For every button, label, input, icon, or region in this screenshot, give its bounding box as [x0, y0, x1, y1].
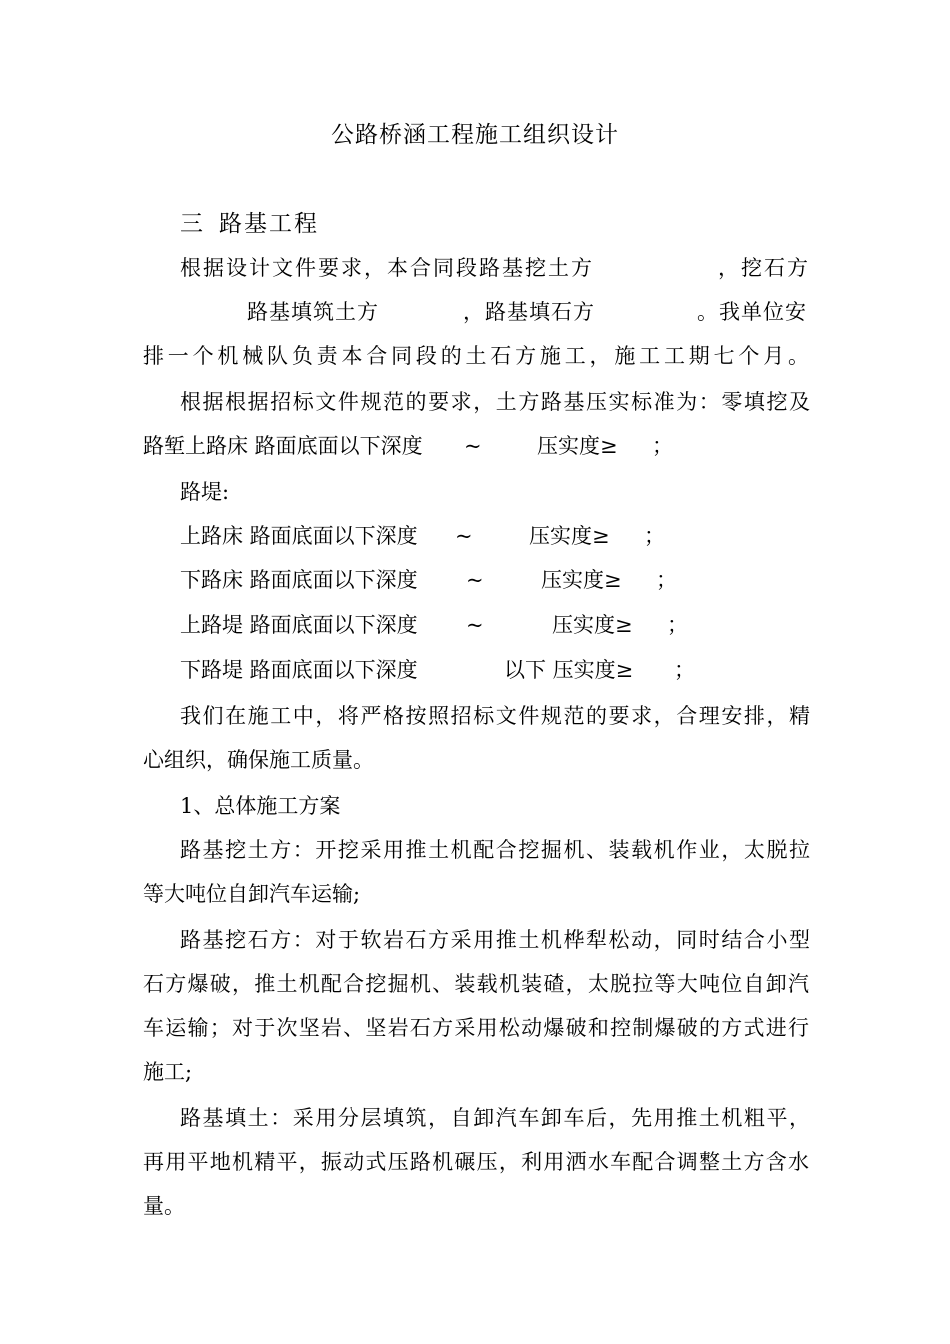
embankment-row-range: ~ — [466, 568, 484, 592]
p2-line2-comp: 压实度≥ — [537, 434, 618, 458]
p1-text-b: ，挖石方 — [718, 256, 810, 280]
p5-line3: 车运输；对于次坚岩、坚岩石方采用松动爆破和控制爆破的方式进行 — [143, 1016, 809, 1040]
embankment-row-range: ~ — [466, 613, 484, 637]
embankment-row-comp: 压实度≥ — [541, 568, 622, 592]
p5-line4: 施工; — [143, 1060, 193, 1084]
p1-text-c: 路基填筑土方 — [247, 300, 379, 324]
p5-line1: 路基挖石方：对于软岩石方采用推土机桦犁松动，同时结合小型 — [180, 928, 810, 952]
p6-line3: 量。 — [143, 1194, 185, 1218]
embankment-row-comp: 压实度≥ — [529, 524, 610, 548]
p1-text-d: ，路基填石方 — [463, 300, 595, 324]
p1-line3: 排一个机械队负责本合同段的土石方施工，施工工期七个月。 — [143, 344, 809, 368]
section-number: 三 — [180, 211, 205, 237]
document-title: 公路桥涵工程施工组织设计 — [331, 122, 619, 148]
p1-text-a: 根据设计文件要求，本合同段路基挖土方 — [180, 256, 594, 280]
p4-line1: 路基挖土方：开挖采用推土机配合挖掘机、装载机作业，太脱拉 — [180, 838, 810, 862]
embankment-row-name: 下路床 路面底面以下深度 — [180, 568, 418, 592]
p1-line1 — [180, 253, 594, 283]
embankment-row-name: 下路堤 路面底面以下深度 — [180, 658, 418, 682]
p2-line2-range: ~ — [464, 434, 482, 458]
section-heading — [180, 205, 319, 238]
embankment-row-name: 上路堤 路面底面以下深度 — [180, 613, 418, 637]
embankment-row-range: 以下 压实度≥ — [504, 658, 634, 682]
embankment-row-end: ； — [656, 568, 677, 592]
subsection-heading: 1、总体施工方案 — [180, 794, 341, 818]
p3-line1: 我们在施工中，将严格按照招标文件规范的要求，合理安排，精 — [180, 704, 810, 728]
p2-line2-end: ； — [652, 434, 673, 458]
p1-text-e: 。我单位安 — [697, 300, 807, 324]
p5-line2: 石方爆破，推土机配合挖掘机、装载机装碴，太脱拉等大吨位自卸汽 — [143, 972, 809, 996]
p4-line2: 等大吨位自卸汽车运输; — [143, 882, 361, 906]
p2-line1: 根据根据招标文件规范的要求，土方路基压实标准为：零填挖及 — [180, 390, 810, 414]
section-title: 路基工程 — [219, 211, 319, 237]
embankment-row-name: 上路床 路面底面以下深度 — [180, 524, 418, 548]
embankment-row-comp: 压实度≥ — [552, 613, 633, 637]
p2-line2-name: 路堑上路床 路面底面以下深度 — [143, 434, 423, 458]
embankment-row-end: ； — [667, 613, 688, 637]
embankment-label: 路堤: — [180, 480, 230, 504]
embankment-row-end: ； — [644, 524, 665, 548]
p6-line2: 再用平地机精平，振动式压路机碾压，利用洒水车配合调整土方含水 — [143, 1150, 809, 1174]
embankment-row-end: ； — [674, 658, 695, 682]
p6-line1: 路基填土：采用分层填筑，自卸汽车卸车后，先用推土机粗平， — [180, 1106, 810, 1130]
embankment-row-range: ~ — [455, 524, 473, 548]
p3-line2: 心组织，确保施工质量。 — [143, 748, 374, 772]
